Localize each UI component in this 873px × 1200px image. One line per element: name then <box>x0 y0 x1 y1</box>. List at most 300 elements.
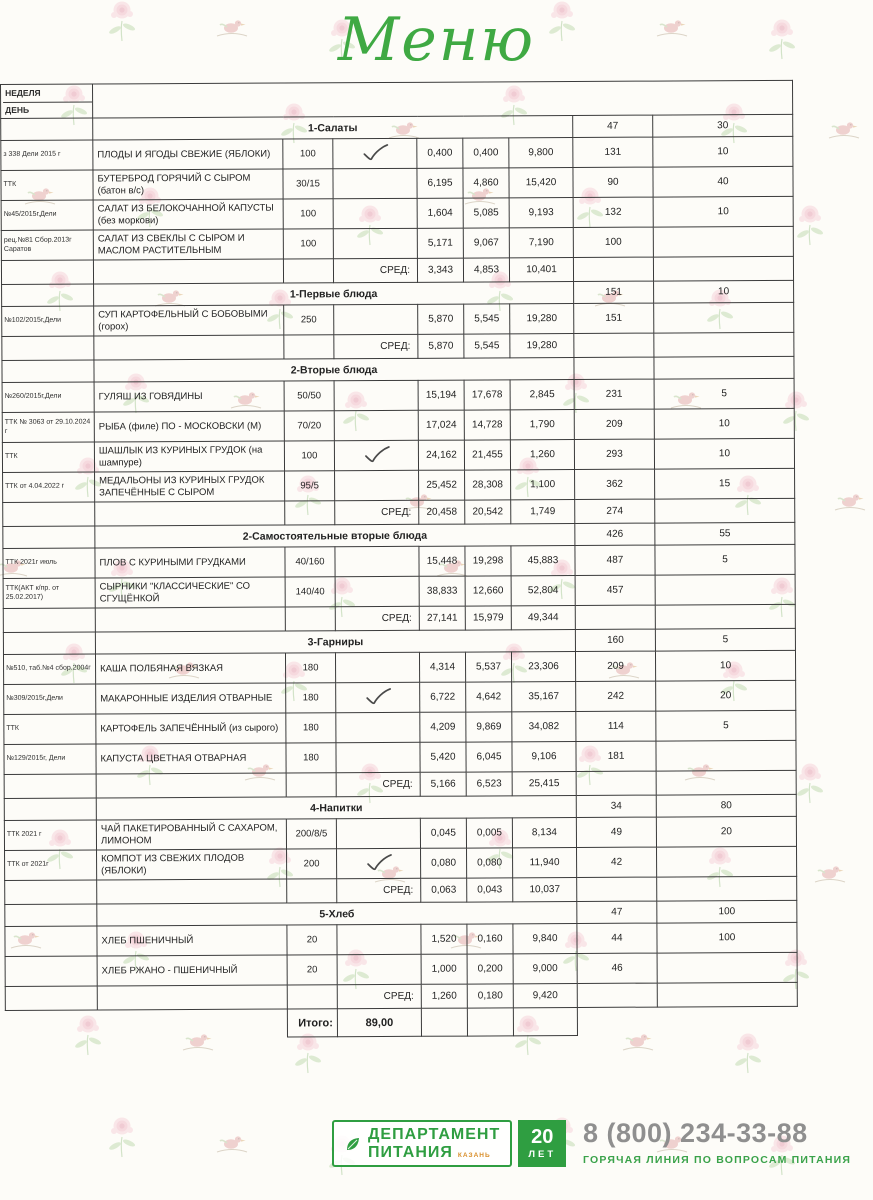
section-title: 4-Напитки <box>96 795 576 820</box>
col8-value: 457 <box>575 575 655 605</box>
num-1: 15,448 <box>419 546 465 576</box>
avg-num-3: 9,420 <box>513 983 577 1007</box>
checkmark-icon <box>363 686 393 706</box>
num-1: 5,870 <box>418 304 464 334</box>
section-col8-value: 47 <box>577 901 657 923</box>
table-corner-row <box>1 80 793 118</box>
logo-line1: ДЕПАРТАМЕНТ <box>368 1126 501 1143</box>
avg-label: СРЕД: <box>334 334 418 358</box>
check-cell <box>337 848 421 878</box>
check-cell <box>334 304 418 334</box>
avg-label: СРЕД: <box>335 500 419 524</box>
avg-num-1: 1,260 <box>421 984 467 1008</box>
avg-num-3: 49,344 <box>511 605 575 629</box>
dish-name: КАПУСТА ЦВЕТНАЯ ОТВАРНАЯ <box>96 743 286 774</box>
dish-name: МЕДАЛЬОНЫ ИЗ КУРИНЫХ ГРУДОК ЗАПЕЧЁННЫЕ С СЫРОМ <box>95 471 285 502</box>
col8-value: 49 <box>576 817 656 847</box>
col9-value <box>657 846 797 877</box>
avg-col8-value <box>575 605 655 629</box>
menu-row <box>2 302 794 336</box>
menu-table-body <box>1 80 798 1038</box>
ref-code: №102/2015г,Дели <box>2 306 94 336</box>
num-3: 9,840 <box>513 923 577 953</box>
check-cell <box>336 712 420 742</box>
total-spacer <box>97 1009 287 1038</box>
check-cell <box>335 652 419 682</box>
section-col9-value: 55 <box>655 522 795 545</box>
avg-ref <box>3 502 95 526</box>
col9-value: 100 <box>657 922 797 953</box>
col8-value: 46 <box>577 953 657 983</box>
menu-row <box>3 650 795 684</box>
menu-row <box>5 952 797 986</box>
check-cell <box>335 470 419 500</box>
avg-label: СРЕД: <box>337 984 421 1008</box>
total-col9 <box>657 1006 797 1035</box>
check-cell <box>334 380 418 410</box>
num-1: 1,604 <box>417 198 463 228</box>
avg-label: СРЕД: <box>335 606 419 630</box>
menu-row <box>3 544 795 578</box>
section-title: 2-Самостоятельные вторые блюда <box>95 523 575 548</box>
avg-portion-spacer <box>285 501 335 525</box>
total-label: Итого: <box>287 1009 337 1037</box>
num-1: 0,400 <box>417 138 463 168</box>
section-ref <box>4 798 96 820</box>
num-2: 28,308 <box>465 470 511 500</box>
col9-value: 5 <box>656 710 796 741</box>
ref-code: рец.№81 Сбор.2013г Саратов <box>1 230 93 260</box>
col9-value: 20 <box>656 680 796 711</box>
section-ref <box>3 526 95 548</box>
section-col9-value: 5 <box>655 628 795 651</box>
avg-dish-spacer <box>93 259 283 284</box>
num-3: 52,804 <box>511 575 575 605</box>
num-1: 0,045 <box>420 818 466 848</box>
num-2: 21,455 <box>464 440 510 470</box>
portion-value: 180 <box>285 653 335 683</box>
section-title: 1-Салаты <box>93 116 573 141</box>
menu-row <box>3 574 795 608</box>
ref-code: №510, таб.№4 сбор.2004г <box>3 654 95 684</box>
num-1: 6,195 <box>417 168 463 198</box>
col9-value <box>655 574 795 605</box>
avg-num-3: 25,415 <box>512 771 576 795</box>
section-col9-value: 10 <box>654 280 794 303</box>
num-3: 11,940 <box>513 847 577 877</box>
portion-value: 100 <box>283 199 333 229</box>
avg-col8-value <box>573 257 653 281</box>
check-cell <box>333 168 417 198</box>
num-1: 17,024 <box>418 410 464 440</box>
avg-portion-spacer <box>286 773 336 797</box>
total-col8 <box>577 1007 657 1035</box>
portion-value: 200/8/5 <box>286 819 336 849</box>
footer <box>0 1112 873 1192</box>
avg-num-2: 4,853 <box>463 258 509 282</box>
col8-value: 231 <box>574 379 654 409</box>
col9-value: 5 <box>654 378 794 409</box>
avg-num-3: 10,037 <box>513 877 577 901</box>
check-cell <box>333 198 417 228</box>
section-col8-value: 151 <box>574 281 654 303</box>
ref-code: ТТК 2021г июль <box>3 548 95 578</box>
avg-col8-value <box>574 333 654 357</box>
col9-value: 20 <box>656 816 796 847</box>
avg-portion-spacer <box>287 985 337 1009</box>
portion-value: 20 <box>287 955 337 985</box>
total-ref <box>5 1010 97 1038</box>
avg-col8-value <box>576 771 656 795</box>
dish-name: ПЛОВ С КУРИНЫМИ ГРУДКАМИ <box>95 547 285 578</box>
checkmark-icon <box>364 852 394 872</box>
num-2: 19,298 <box>465 546 511 576</box>
avg-portion-spacer <box>283 259 333 283</box>
avg-num-2: 15,979 <box>465 606 511 630</box>
avg-num-1: 3,343 <box>417 258 463 282</box>
num-3: 34,082 <box>512 711 576 741</box>
logo-city: КАЗАНЬ <box>457 1151 491 1159</box>
col8-value: 44 <box>577 923 657 953</box>
dish-name: САЛАТ ИЗ БЕЛОКОЧАННОЙ КАПУСТЫ (без моркови) <box>93 199 283 230</box>
num-3: 1,100 <box>511 469 575 499</box>
num-3: 19,280 <box>510 303 574 333</box>
col8-value: 114 <box>576 711 656 741</box>
dish-name: ЧАЙ ПАКЕТИРОВАННЫЙ С САХАРОМ, ЛИМОНОМ <box>96 819 286 850</box>
col9-value: 10 <box>653 136 793 167</box>
check-cell <box>335 546 419 576</box>
ref-code: ТТК <box>1 170 93 200</box>
ref-code: ТТК 2021 г <box>4 820 96 850</box>
dish-name: САЛАТ ИЗ СВЕКЛЫ С СЫРОМ И МАСЛОМ РАСТИТЕЛЬНЫМ <box>93 229 283 260</box>
logo-line2: ПИТАНИЯ <box>368 1143 453 1161</box>
num-1: 38,833 <box>419 576 465 606</box>
dish-name: БУТЕРБРОД ГОРЯЧИЙ С СЫРОМ (батон в/с) <box>93 169 283 200</box>
menu-row <box>1 196 793 230</box>
avg-col9-value <box>657 876 797 901</box>
num-3: 7,190 <box>509 228 573 258</box>
col9-value <box>654 302 794 333</box>
col8-value: 132 <box>573 197 653 227</box>
ref-code: ТТК от 4.04.2022 г <box>3 472 95 502</box>
avg-col9-value <box>655 604 795 629</box>
section-col9-value: 100 <box>657 900 797 923</box>
portion-value: 180 <box>286 743 336 773</box>
col9-value: 10 <box>654 408 794 439</box>
num-1: 5,420 <box>420 742 466 772</box>
check-cell <box>336 742 420 772</box>
watermark-flower-icon <box>792 201 828 247</box>
avg-dish-spacer <box>95 501 285 526</box>
ref-code <box>5 926 97 956</box>
col8-value: 293 <box>574 439 654 469</box>
col9-value <box>656 740 796 771</box>
dish-name: ХЛЕБ РЖАНО - ПШЕНИЧНЫЙ <box>97 955 287 986</box>
avg-num-1: 5,166 <box>420 772 466 796</box>
dish-name: ГУЛЯШ ИЗ ГОВЯДИНЫ <box>94 381 284 412</box>
col8-value: 487 <box>575 545 655 575</box>
portion-value: 200 <box>287 849 337 879</box>
avg-ref <box>5 986 97 1010</box>
portion-value: 95/5 <box>285 471 335 501</box>
watermark-bird-icon <box>826 108 862 148</box>
avg-col9-value <box>654 332 794 357</box>
section-title: 2-Вторые блюда <box>94 357 574 382</box>
check-cell <box>333 228 417 258</box>
num-1: 4,209 <box>420 712 466 742</box>
dish-name: КАША ПОЛБЯНАЯ ВЯЗКАЯ <box>95 653 285 684</box>
menu-row <box>3 468 795 502</box>
num-2: 0,160 <box>467 924 513 954</box>
col9-value: 40 <box>653 166 793 197</box>
avg-portion-spacer <box>285 607 335 631</box>
col9-value <box>657 952 797 983</box>
checkmark-icon <box>360 142 390 162</box>
num-3: 9,000 <box>513 953 577 983</box>
num-2: 0,400 <box>463 138 509 168</box>
menu-row <box>4 740 796 774</box>
menu-row <box>5 922 797 956</box>
num-2: 14,728 <box>464 410 510 440</box>
total-row <box>5 1006 797 1038</box>
avg-num-1: 27,141 <box>419 606 465 630</box>
ref-code: №45/2015г,Дели <box>1 200 93 230</box>
num-1: 24,162 <box>418 440 464 470</box>
dish-name: ХЛЕБ ПШЕНИЧНЫЙ <box>97 925 287 956</box>
col8-value: 362 <box>575 469 655 499</box>
num-2: 5,085 <box>463 198 509 228</box>
total-num-2 <box>467 1008 513 1036</box>
avg-col8-value: 274 <box>575 499 655 523</box>
hotline-phone-number: 8 (800) 234-33-88 <box>583 1118 808 1148</box>
anniversary-badge <box>518 1120 566 1167</box>
avg-portion-spacer <box>287 879 337 903</box>
menu-table-wrap <box>0 80 799 1039</box>
menu-row <box>1 166 793 200</box>
menu-row <box>1 226 793 260</box>
portion-value: 30/15 <box>283 169 333 199</box>
total-value: 89,00 <box>337 1008 421 1036</box>
portion-value: 250 <box>284 305 334 335</box>
check-cell <box>334 440 418 470</box>
dish-name: КОМПОТ ИЗ СВЕЖИХ ПЛОДОВ (ЯБЛОКИ) <box>97 849 287 880</box>
num-3: 8,134 <box>512 817 576 847</box>
section-title: 3-Гарниры <box>95 629 575 654</box>
watermark-bird-icon <box>812 852 848 892</box>
col8-value: 151 <box>574 303 654 333</box>
col8-value: 209 <box>574 409 654 439</box>
check-cell <box>336 818 420 848</box>
avg-num-2: 6,523 <box>466 772 512 796</box>
avg-ref <box>1 260 93 284</box>
hotline-caption: ГОРЯЧАЯ ЛИНИЯ ПО ВОПРОСАМ ПИТАНИЯ <box>583 1154 852 1166</box>
col9-value: 10 <box>654 438 794 469</box>
avg-dish-spacer <box>96 773 286 798</box>
portion-value: 100 <box>283 139 333 169</box>
num-3: 15,420 <box>509 168 573 198</box>
avg-label: СРЕД: <box>336 772 420 796</box>
section-title: 1-Первые блюда <box>94 281 574 306</box>
section-ref <box>1 118 93 140</box>
ref-code: ТТК <box>4 714 96 744</box>
avg-num-2: 5,545 <box>464 334 510 358</box>
ref-code: ТТК № 3063 от 29.10.2024 г <box>2 412 94 442</box>
col9-value: 15 <box>655 468 795 499</box>
ref-code: з 338 Дели 2015 г <box>1 140 93 170</box>
avg-dish-spacer <box>97 879 287 904</box>
ref-code: №309/2015г,Дели <box>4 684 96 714</box>
col9-value <box>653 226 793 257</box>
menu-row <box>4 816 796 850</box>
col9-value: 10 <box>655 650 795 681</box>
avg-col9-value <box>655 498 795 523</box>
section-title: 5-Хлеб <box>97 901 577 926</box>
num-2: 17,678 <box>464 380 510 410</box>
portion-value: 50/50 <box>284 381 334 411</box>
col8-value: 100 <box>573 227 653 257</box>
num-1: 6,722 <box>420 682 466 712</box>
section-ref <box>5 904 97 926</box>
num-3: 2,845 <box>510 379 574 409</box>
badge-number: 20 <box>531 1126 554 1149</box>
num-3: 23,306 <box>511 651 575 681</box>
watermark-bird-icon <box>832 480 868 520</box>
portion-value: 70/20 <box>284 411 334 441</box>
avg-dish-spacer <box>94 335 284 360</box>
avg-col9-value <box>653 256 793 281</box>
total-num-3 <box>513 1007 577 1035</box>
section-ref <box>2 284 94 306</box>
col8-value: 181 <box>576 741 656 771</box>
portion-value: 20 <box>287 925 337 955</box>
section-col8-value: 34 <box>576 795 656 817</box>
num-3: 9,800 <box>509 138 573 168</box>
dish-name: РЫБА (филе) ПО - МОСКОВСКИ (М) <box>94 411 284 442</box>
day-label: ДЕНЬ <box>5 104 30 115</box>
section-col8-value: 160 <box>575 629 655 651</box>
menu-row <box>4 680 796 714</box>
avg-col8-value <box>577 877 657 901</box>
ref-code: ТТК <box>2 442 94 472</box>
section-col8-value: 426 <box>575 523 655 545</box>
num-3: 1,790 <box>510 409 574 439</box>
avg-num-1: 0,063 <box>421 878 467 902</box>
col8-value: 242 <box>576 681 656 711</box>
avg-col8-value <box>577 983 657 1007</box>
num-2: 0,005 <box>466 818 512 848</box>
num-1: 0,080 <box>421 848 467 878</box>
avg-num-3: 19,280 <box>510 333 574 357</box>
avg-num-3: 10,401 <box>509 258 573 282</box>
avg-label: СРЕД: <box>337 878 421 902</box>
section-col8-value: 47 <box>573 115 653 137</box>
num-3: 1,260 <box>510 439 574 469</box>
num-2: 9,869 <box>466 712 512 742</box>
num-1: 15,194 <box>418 380 464 410</box>
avg-dish-spacer <box>97 985 287 1010</box>
col9-value: 10 <box>653 196 793 227</box>
menu-row <box>5 846 797 880</box>
num-3: 45,883 <box>511 545 575 575</box>
dish-name: КАРТОФЕЛЬ ЗАПЕЧЁННЫЙ (из сырого) <box>96 713 286 744</box>
num-1: 1,520 <box>421 924 467 954</box>
num-3: 35,167 <box>512 681 576 711</box>
page-title: Меню <box>337 5 536 75</box>
col8-value: 131 <box>573 137 653 167</box>
check-cell <box>336 682 420 712</box>
corner-cell <box>1 84 93 118</box>
num-2: 12,660 <box>465 576 511 606</box>
avg-portion-spacer <box>284 335 334 359</box>
badge-label: ЛЕТ <box>528 1149 557 1161</box>
ref-code: ТТК(АКТ к/пр. от 25.02.2017) <box>3 578 95 608</box>
num-1: 4,314 <box>419 652 465 682</box>
check-cell <box>333 138 417 168</box>
dish-name: СЫРНИКИ "КЛАССИЧЕСКИЕ" СО СГУЩЁНКОЙ <box>95 577 285 608</box>
avg-ref <box>2 336 94 360</box>
avg-ref <box>5 880 97 904</box>
dish-name: МАКАРОННЫЕ ИЗДЕЛИЯ ОТВАРНЫЕ <box>96 683 286 714</box>
ref-code <box>5 956 97 986</box>
num-1: 5,171 <box>417 228 463 258</box>
portion-value: 100 <box>284 441 334 471</box>
menu-row <box>2 408 794 442</box>
menu-table <box>0 80 798 1039</box>
dish-name: ШАШЛЫК ИЗ КУРИНЫХ ГРУДОК (на шампуре) <box>94 441 284 472</box>
num-2: 0,200 <box>467 954 513 984</box>
checkmark-icon <box>361 444 391 464</box>
num-3: 9,106 <box>512 741 576 771</box>
section-col9-value <box>654 356 794 379</box>
avg-num-3: 1,749 <box>511 499 575 523</box>
avg-col9-value <box>656 770 796 795</box>
num-2: 5,545 <box>464 304 510 334</box>
avg-num-2: 20,542 <box>465 500 511 524</box>
portion-value: 100 <box>283 229 333 259</box>
num-2: 4,642 <box>466 682 512 712</box>
avg-col9-value <box>657 982 797 1007</box>
menu-row <box>2 438 794 472</box>
check-cell <box>335 576 419 606</box>
menu-row <box>2 378 794 412</box>
col9-value: 5 <box>655 544 795 575</box>
portion-value: 180 <box>286 713 336 743</box>
section-col9-value: 30 <box>653 114 793 137</box>
check-cell <box>337 954 421 984</box>
num-2: 9,067 <box>463 228 509 258</box>
num-2: 5,537 <box>465 652 511 682</box>
menu-row <box>4 710 796 744</box>
col8-value: 90 <box>573 167 653 197</box>
menu-row <box>1 136 793 170</box>
avg-ref <box>4 774 96 798</box>
week-label: НЕДЕЛЯ <box>3 85 92 102</box>
avg-num-1: 5,870 <box>418 334 464 358</box>
avg-num-2: 0,180 <box>467 984 513 1008</box>
avg-dish-spacer <box>95 607 285 632</box>
logo-department <box>332 1120 566 1167</box>
corner-spacer <box>93 80 793 118</box>
ref-code: №260/2015г,Дели <box>2 382 94 412</box>
avg-num-1: 20,458 <box>419 500 465 524</box>
section-col8-value <box>574 357 654 379</box>
section-col9-value: 80 <box>656 794 796 817</box>
num-2: 4,860 <box>463 168 509 198</box>
num-1: 25,452 <box>419 470 465 500</box>
total-num-1 <box>421 1008 467 1036</box>
ref-code: №129/2015г, Дели <box>4 744 96 774</box>
col8-value: 209 <box>575 651 655 681</box>
